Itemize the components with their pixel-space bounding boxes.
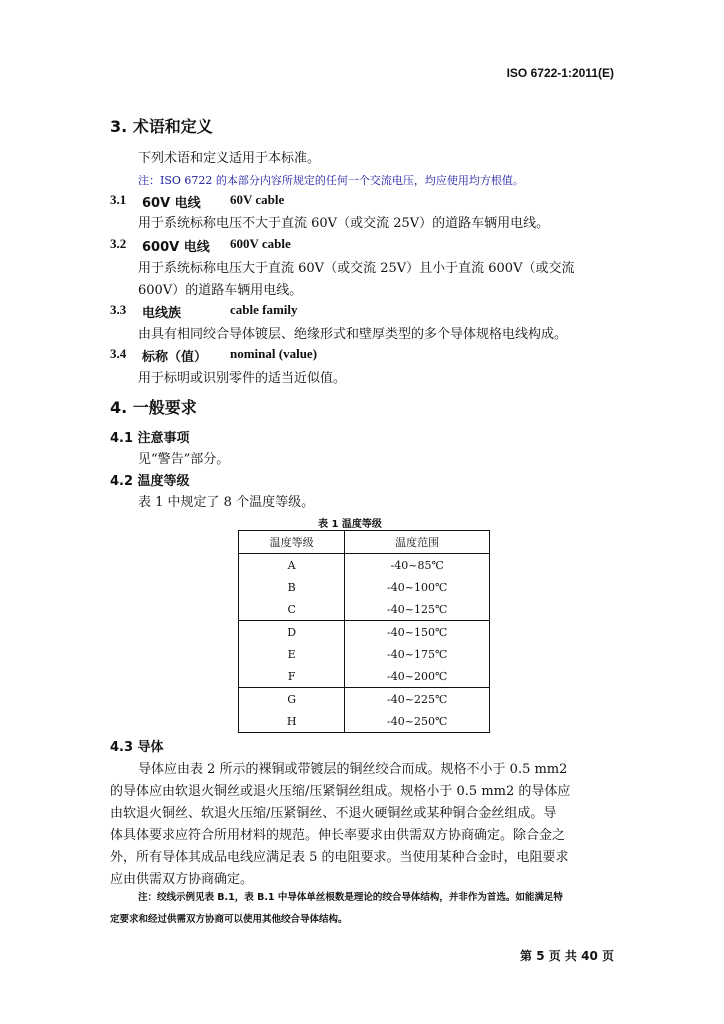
table-cell-class: F xyxy=(239,665,345,688)
term-3-2-english: 600V cable xyxy=(230,236,291,251)
table-row xyxy=(239,554,490,577)
table-cell-class: D xyxy=(239,621,345,644)
section-3-note: 注：ISO 6722 的本部分内容所规定的任何一个交流电压，均应使用均方根值。 xyxy=(138,174,524,187)
temperature-class-table xyxy=(238,530,490,733)
conductor-paragraph-line6: 应由供需双方协商确定。 xyxy=(110,872,254,887)
section-3-title: 3. 术语和定义 xyxy=(110,117,213,136)
term-3-2-definition-line2: 600V）的道路车辆用电线。 xyxy=(138,283,303,298)
page-number: 第 5 页 共 40 页 xyxy=(520,949,614,963)
table-cell-range: -40~250℃ xyxy=(387,714,448,728)
term-3-3-definition: 由具有相同绞合导体镀层、绝缘形式和壁厚类型的多个导体规格电线构成。 xyxy=(138,327,568,342)
table-row xyxy=(239,710,490,733)
term-3-4-english: nominal (value) xyxy=(230,346,318,361)
table-cell-range: -40~200℃ xyxy=(387,669,448,683)
conductor-paragraph-line5: 外，所有导体其成品电线应满足表 5 的电阻要求。当使用某种合金时，电阻要求 xyxy=(110,850,569,865)
conductor-paragraph-line2: 的导体应由软退火铜丝或退火压缩/压紧铜丝组成。规格小于 0.5 mm2 的导体应 xyxy=(110,784,571,799)
table-cell-range: -40~85℃ xyxy=(390,558,444,572)
table-row xyxy=(239,688,490,711)
term-3-2-number: 3.2 xyxy=(110,236,127,251)
section-4-title: 4. 一般要求 xyxy=(110,398,197,417)
table-cell-class: A xyxy=(239,554,345,577)
term-3-4-definition: 用于标明或识别零件的适当近似值。 xyxy=(138,371,347,386)
table-cell-class: H xyxy=(239,710,345,733)
table-row xyxy=(239,621,490,644)
table-cell-range: -40~225℃ xyxy=(345,688,490,711)
table-header-range: 温度范围 xyxy=(345,531,490,554)
section-4-2-text: 表 1 中规定了 8 个温度等级。 xyxy=(138,495,315,510)
section-4-3-title: 4.3 导体 xyxy=(110,740,164,755)
standard-header: ISO 6722-1:2011(E) xyxy=(506,66,614,80)
term-3-3-chinese: 电线族 xyxy=(142,306,182,321)
term-3-1-english: 60V cable xyxy=(230,192,285,207)
table-cell-range: -40~125℃ xyxy=(387,602,448,616)
table-cell-class: E xyxy=(239,643,345,665)
table-row xyxy=(239,665,490,688)
term-3-2-definition-line1: 用于系统标称电压大于直流 60V（或交流 25V）且小于直流 600V（或交流 xyxy=(138,261,575,276)
conductor-paragraph-line4: 体具体要求应符合所用材料的规范。伸长率要求由供需双方协商确定。除合金之 xyxy=(110,828,566,843)
table-1-caption: 表 1 温度等级 xyxy=(318,519,382,530)
term-3-2-chinese: 600V 电线 xyxy=(142,240,210,255)
table-row xyxy=(239,598,490,621)
table-cell-class: G xyxy=(239,688,345,711)
table-cell-range: -40~175℃ xyxy=(387,647,448,661)
term-3-1-chinese: 60V 电线 xyxy=(142,196,201,211)
table-cell-class: C xyxy=(239,598,345,621)
term-3-4-chinese: 标称（值） xyxy=(142,350,208,365)
table-header-row xyxy=(239,531,490,554)
term-3-3-number: 3.3 xyxy=(110,302,127,317)
section-3-intro: 下列术语和定义适用于本标准。 xyxy=(138,151,321,166)
term-3-1-definition: 用于系统标称电压不大于直流 60V（或交流 25V）的道路车辆用电线。 xyxy=(138,216,550,231)
table-row xyxy=(239,576,490,598)
term-3-4-number: 3.4 xyxy=(110,346,127,361)
section-4-1-text: 见“警告”部分。 xyxy=(138,452,230,467)
table-header-class: 温度等级 xyxy=(239,531,345,554)
conductor-note-line2: 定要求和经过供需双方协商可以使用其他绞合导体结构。 xyxy=(110,914,348,925)
conductor-paragraph-line3: 由软退火铜丝、软退火压缩/压紧铜丝、不退火硬铜丝或某种铜合金丝组成。导 xyxy=(110,806,557,821)
conductor-paragraph-line1: 导体应由表 2 所示的裸铜或带镀层的铜丝绞合而成。规格不小于 0.5 mm2 xyxy=(138,762,568,777)
table-row xyxy=(239,643,490,665)
table-cell-range: -40~150℃ xyxy=(345,621,490,644)
table-cell-class: B xyxy=(239,576,345,598)
term-3-3-english: cable family xyxy=(230,302,298,317)
term-3-1-number: 3.1 xyxy=(110,192,127,207)
section-4-2-title: 4.2 温度等级 xyxy=(110,474,190,489)
table-cell-range: -40~100℃ xyxy=(387,580,448,594)
conductor-note-line1: 注：绞线示例见表 B.1，表 B.1 中导体单丝根数是理论的绞合导体结构，并非作为首选。如能满足特 xyxy=(138,892,563,903)
section-4-1-title: 4.1 注意事项 xyxy=(110,431,190,446)
